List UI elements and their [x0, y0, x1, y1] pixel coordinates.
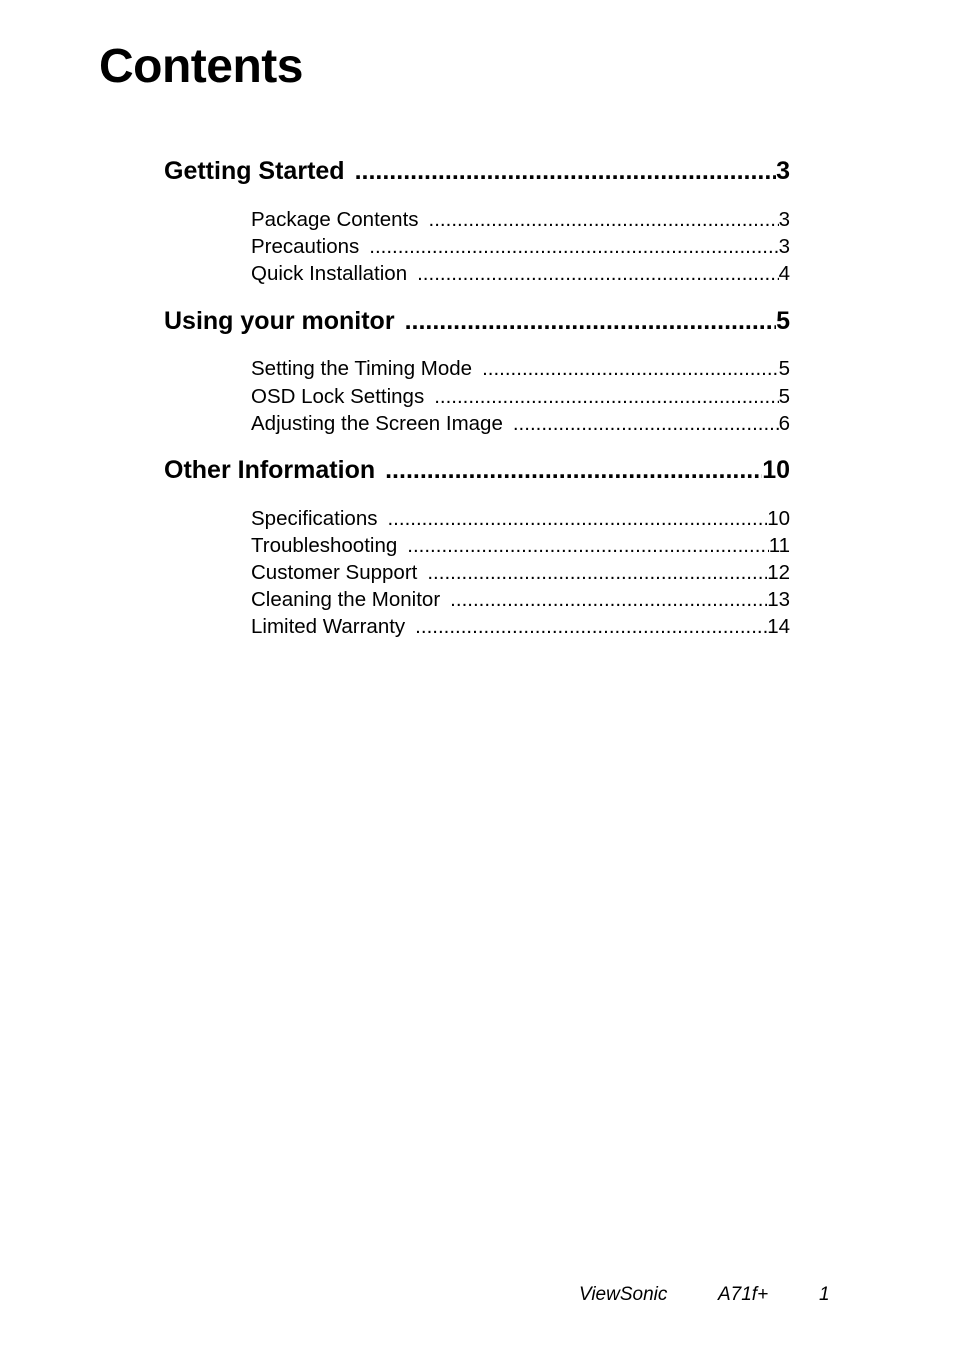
page-title: Contents	[99, 40, 303, 93]
dot-leader	[434, 384, 778, 410]
dot-leader	[450, 587, 767, 613]
toc-item-label: Cleaning the Monitor	[251, 588, 441, 611]
toc-item-label: Setting the Timing Mode	[251, 357, 473, 380]
dot-leader	[407, 533, 768, 559]
dot-leader	[513, 411, 779, 437]
footer-model: A71f+	[718, 1284, 769, 1305]
toc-item-label: Adjusting the Screen Image	[251, 412, 503, 435]
toc-page-number: 10	[762, 456, 790, 484]
footer-page-number: 1	[819, 1284, 830, 1305]
toc-page-number: 5	[776, 307, 790, 335]
toc-item-label: Customer Support	[251, 561, 418, 584]
toc-page-number: 13	[767, 588, 790, 611]
toc-item-specifications[interactable]	[251, 506, 790, 532]
toc-page-number: 6	[778, 412, 790, 435]
dot-leader	[405, 305, 777, 337]
toc-section-getting-started[interactable]	[164, 155, 790, 187]
toc-page-number: 3	[776, 157, 790, 185]
toc-item-label: OSD Lock Settings	[251, 385, 425, 408]
toc-page-number: 4	[778, 262, 790, 285]
toc-item-label: Precautions	[251, 235, 360, 258]
dot-leader	[355, 155, 777, 187]
toc-page-number: 5	[778, 385, 790, 408]
dot-leader	[482, 356, 779, 382]
toc-item-adjusting-the-screen-image[interactable]	[251, 411, 790, 437]
toc-section-using-your-monitor[interactable]	[164, 305, 790, 337]
dot-leader	[417, 261, 778, 287]
toc-section-label: Getting Started	[164, 157, 345, 185]
toc-page-number: 12	[767, 561, 790, 584]
dot-leader	[387, 506, 767, 532]
toc-item-osd-lock-settings[interactable]	[251, 384, 790, 410]
toc-section-label: Using your monitor	[164, 307, 395, 335]
toc-item-label: Troubleshooting	[251, 534, 398, 557]
dot-leader	[385, 454, 762, 486]
toc-item-precautions[interactable]	[251, 234, 790, 260]
toc-page-number: 11	[768, 534, 790, 557]
toc-section-other-information[interactable]	[164, 454, 790, 486]
toc-item-cleaning-the-monitor[interactable]	[251, 587, 790, 613]
toc-item-label: Limited Warranty	[251, 615, 406, 638]
toc-page-number: 14	[767, 615, 790, 638]
toc-page-number: 3	[778, 208, 790, 231]
toc-section-label: Other Information	[164, 456, 376, 484]
toc-item-quick-installation[interactable]	[251, 261, 790, 287]
toc-item-limited-warranty[interactable]	[251, 614, 790, 640]
toc-item-label: Specifications	[251, 507, 378, 530]
dot-leader	[369, 234, 778, 260]
dot-leader	[429, 207, 779, 233]
toc-item-package-contents[interactable]	[251, 207, 790, 233]
toc-page-number: 10	[767, 507, 790, 530]
toc-item-troubleshooting[interactable]	[251, 533, 790, 559]
footer-brand: ViewSonic	[579, 1284, 668, 1305]
dot-leader	[427, 560, 767, 586]
page-footer	[0, 1281, 954, 1309]
toc-item-customer-support[interactable]	[251, 560, 790, 586]
toc-item-label: Quick Installation	[251, 262, 408, 285]
toc-page-number: 3	[778, 235, 790, 258]
toc-item-setting-the-timing-mode[interactable]	[251, 356, 790, 382]
dot-leader	[415, 614, 767, 640]
toc-page-number: 5	[778, 357, 790, 380]
toc-item-label: Package Contents	[251, 208, 419, 231]
